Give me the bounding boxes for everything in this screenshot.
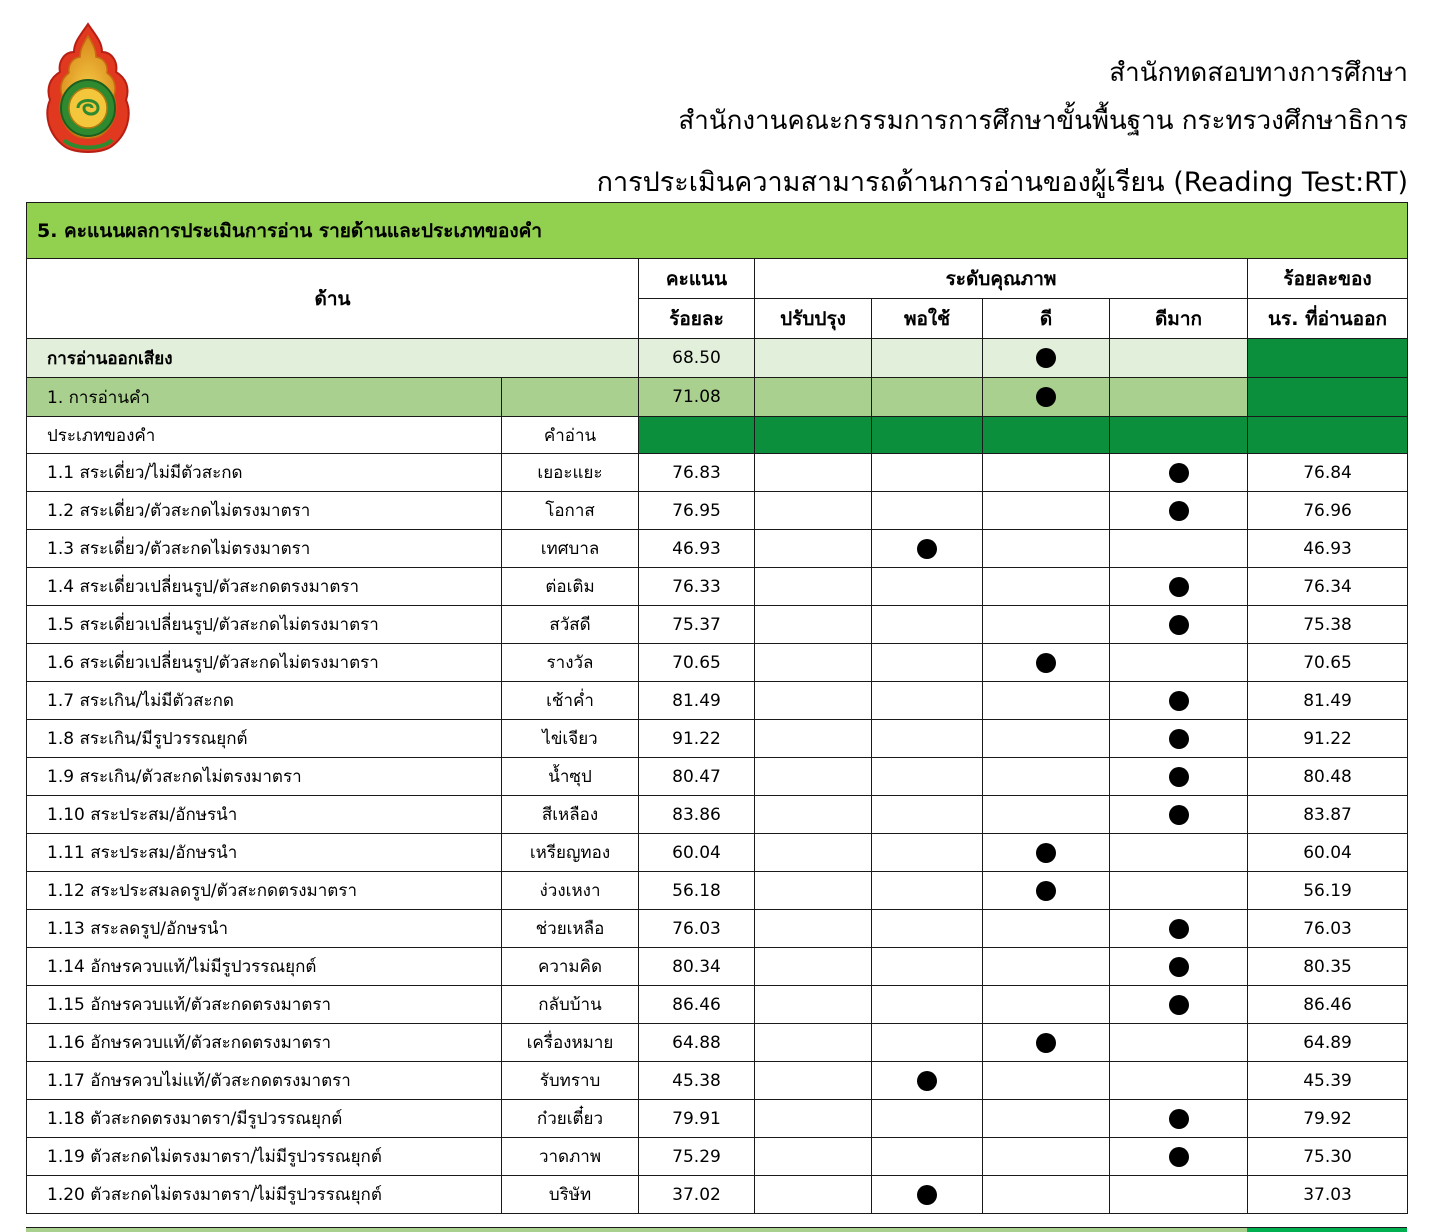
sample-word-cell: เครื่องหมาย (502, 1024, 639, 1062)
sample-word-cell: ก๋วยเตี๋ยว (502, 1100, 639, 1138)
filled-circle-icon (1036, 1033, 1056, 1053)
level-cell (983, 948, 1110, 986)
level-cell (983, 454, 1110, 492)
word-type-cell: 1.19 ตัวสะกดไม่ตรงมาตรา/ไม่มีรูปวรรณยุกต์ (27, 1138, 502, 1176)
next-row-strip (26, 1227, 1407, 1232)
reading-score-table (26, 202, 1408, 1214)
summary-reading-row (27, 339, 1408, 378)
word-type-cell: 1.10 สระประสม/อักษรนำ (27, 796, 502, 834)
table-row (27, 834, 1408, 872)
word-type-cell: 1.3 สระเดี่ยว/ตัวสะกดไม่ตรงมาตรา (27, 530, 502, 568)
score-cell: 46.93 (639, 530, 755, 568)
filled-circle-icon (1169, 463, 1189, 483)
level-cell (983, 606, 1110, 644)
commission-name: สำนักงานคณะกรรมการการศึกษาขั้นพื้นฐาน กระทรวงศึกษาธิการ (678, 106, 1408, 136)
pct-cell: 76.96 (1248, 492, 1408, 530)
level-cell (983, 644, 1110, 682)
pct-cell: 80.35 (1248, 948, 1408, 986)
level-cell (1110, 1100, 1248, 1138)
level-cell (872, 682, 983, 720)
level-cell (872, 1176, 983, 1214)
pct-cell: 70.65 (1248, 644, 1408, 682)
level-cell (755, 454, 872, 492)
table-row (27, 606, 1408, 644)
sample-word-cell: ไข่เจียว (502, 720, 639, 758)
level-cell (1110, 568, 1248, 606)
filled-circle-icon (1036, 843, 1056, 863)
col-pct-line2: นร. ที่อ่านออก (1248, 299, 1408, 339)
col-fair: พอใช้ (872, 299, 983, 339)
level-cell (1110, 758, 1248, 796)
level-cell (983, 568, 1110, 606)
level-cell (983, 910, 1110, 948)
score-cell: 64.88 (639, 1024, 755, 1062)
score-cell: 75.37 (639, 606, 755, 644)
score-cell: 56.18 (639, 872, 755, 910)
level-cell (983, 872, 1110, 910)
subheader-fill (983, 417, 1110, 454)
pct-cell: 83.87 (1248, 796, 1408, 834)
level-cell (983, 834, 1110, 872)
level-cell (872, 1138, 983, 1176)
filled-circle-icon (1169, 957, 1189, 977)
filled-circle-icon (1169, 1147, 1189, 1167)
summary-word-label: 1. การอ่านคำ (27, 378, 502, 417)
sample-word-cell: รางวัล (502, 644, 639, 682)
level-cell (1110, 910, 1248, 948)
table-row (27, 492, 1408, 530)
filled-circle-icon (1169, 729, 1189, 749)
summary-word-score: 71.08 (639, 378, 755, 417)
sample-word-cell: เยอะแยะ (502, 454, 639, 492)
word-type-cell: 1.13 สระลดรูป/อักษรนำ (27, 910, 502, 948)
level-cell (755, 530, 872, 568)
word-type-cell: 1.4 สระเดี่ยวเปลี่ยนรูป/ตัวสะกดตรงมาตรา (27, 568, 502, 606)
col-good: ดี (983, 299, 1110, 339)
pct-cell: 64.89 (1248, 1024, 1408, 1062)
level-cell (872, 530, 983, 568)
pct-cell: 86.46 (1248, 986, 1408, 1024)
filled-circle-icon (1036, 348, 1056, 368)
report-title: การประเมินความสามารถด้านการอ่านของผู้เรียน (Reading Test:RT) (596, 167, 1408, 198)
col-excellent: ดีมาก (1110, 299, 1248, 339)
level-cell (1110, 378, 1248, 417)
level-cell (755, 834, 872, 872)
score-cell: 76.03 (639, 910, 755, 948)
word-type-cell: 1.18 ตัวสะกดตรงมาตรา/มีรูปวรรณยุกต์ (27, 1100, 502, 1138)
pct-cell: 76.84 (1248, 454, 1408, 492)
score-cell: 45.38 (639, 1062, 755, 1100)
table-row (27, 1176, 1408, 1214)
level-cell (872, 492, 983, 530)
pct-cell: 81.49 (1248, 682, 1408, 720)
summary-reading-score: 68.50 (639, 339, 755, 378)
level-cell (983, 378, 1110, 417)
score-cell: 76.33 (639, 568, 755, 606)
pct-cell: 75.38 (1248, 606, 1408, 644)
score-cell: 70.65 (639, 644, 755, 682)
level-cell (983, 796, 1110, 834)
word-type-cell: 1.6 สระเดี่ยวเปลี่ยนรูป/ตัวสะกดไม่ตรงมาตรา (27, 644, 502, 682)
filled-circle-icon (1169, 577, 1189, 597)
level-cell (1110, 644, 1248, 682)
word-type-cell: 1.1 สระเดี่ยว/ไม่มีตัวสะกด (27, 454, 502, 492)
table-row (27, 948, 1408, 986)
sample-word-cell: ง่วงเหงา (502, 872, 639, 910)
level-cell (872, 378, 983, 417)
level-cell (872, 872, 983, 910)
section-title: 5. คะแนนผลการประเมินการอ่าน รายด้านและประเภทของคำ (27, 203, 1408, 259)
score-cell: 81.49 (639, 682, 755, 720)
score-cell: 75.29 (639, 1138, 755, 1176)
level-cell (983, 339, 1110, 378)
level-cell (755, 1100, 872, 1138)
level-cell (983, 986, 1110, 1024)
level-cell (1110, 796, 1248, 834)
word-type-cell: 1.17 อักษรควบไม่แท้/ตัวสะกดตรงมาตรา (27, 1062, 502, 1100)
filled-circle-icon (1169, 919, 1189, 939)
level-cell (872, 339, 983, 378)
level-cell (1110, 492, 1248, 530)
summary-word-row (27, 378, 1408, 417)
subheader-fill (639, 417, 755, 454)
level-cell (755, 492, 872, 530)
level-cell (983, 720, 1110, 758)
pct-cell: 76.03 (1248, 910, 1408, 948)
col-improve: ปรับปรุง (755, 299, 872, 339)
score-cell: 60.04 (639, 834, 755, 872)
sample-word-cell: บริษัท (502, 1176, 639, 1214)
subheader-fill (872, 417, 983, 454)
pct-cell: 60.04 (1248, 834, 1408, 872)
level-cell (755, 1062, 872, 1100)
score-cell: 86.46 (639, 986, 755, 1024)
subheader-row (27, 417, 1408, 454)
level-cell (755, 720, 872, 758)
level-cell (1110, 948, 1248, 986)
sample-word-cell: รับทราบ (502, 1062, 639, 1100)
word-type-cell: 1.2 สระเดี่ยว/ตัวสะกดไม่ตรงมาตรา (27, 492, 502, 530)
summary-reading-pct (1248, 339, 1408, 378)
level-cell (983, 1024, 1110, 1062)
filled-circle-icon (1036, 881, 1056, 901)
level-cell (755, 606, 872, 644)
table-row (27, 454, 1408, 492)
word-type-cell: 1.11 สระประสม/อักษรนำ (27, 834, 502, 872)
pct-cell: 91.22 (1248, 720, 1408, 758)
level-cell (755, 682, 872, 720)
pct-cell: 37.03 (1248, 1176, 1408, 1214)
summary-reading-label: การอ่านออกเสียง (27, 339, 639, 378)
subheader-fill (1248, 417, 1408, 454)
level-cell (983, 530, 1110, 568)
sample-word-cell: วาดภาพ (502, 1138, 639, 1176)
level-cell (1110, 606, 1248, 644)
pct-cell: 46.93 (1248, 530, 1408, 568)
level-cell (1110, 530, 1248, 568)
pct-cell: 79.92 (1248, 1100, 1408, 1138)
level-cell (872, 1100, 983, 1138)
word-type-cell: 1.14 อักษรควบแท้/ไม่มีรูปวรรณยุกต์ (27, 948, 502, 986)
sample-word-cell: ช่วยเหลือ (502, 910, 639, 948)
level-cell (872, 1062, 983, 1100)
sample-word-cell: เช้าค่ำ (502, 682, 639, 720)
filled-circle-icon (1169, 691, 1189, 711)
office-name: สำนักทดสอบทางการศึกษา (1109, 58, 1408, 88)
level-cell (872, 1024, 983, 1062)
level-cell (755, 910, 872, 948)
sample-word-cell: ต่อเติม (502, 568, 639, 606)
level-cell (1110, 1024, 1248, 1062)
level-cell (983, 682, 1110, 720)
filled-circle-icon (1169, 1109, 1189, 1129)
score-cell: 76.83 (639, 454, 755, 492)
col-aspect: ด้าน (27, 259, 639, 339)
level-cell (1110, 454, 1248, 492)
level-cell (755, 339, 872, 378)
filled-circle-icon (1169, 615, 1189, 635)
level-cell (983, 492, 1110, 530)
filled-circle-icon (1036, 387, 1056, 407)
level-cell (1110, 872, 1248, 910)
level-cell (1110, 1176, 1248, 1214)
level-cell (872, 796, 983, 834)
subheader-type: ประเภทของคำ (27, 417, 502, 454)
level-cell (872, 758, 983, 796)
pct-cell: 80.48 (1248, 758, 1408, 796)
pct-cell: 76.34 (1248, 568, 1408, 606)
table-row (27, 530, 1408, 568)
col-score-line2: ร้อยละ (639, 299, 755, 339)
level-cell (755, 378, 872, 417)
table-row (27, 910, 1408, 948)
table-row (27, 1138, 1408, 1176)
pct-cell: 56.19 (1248, 872, 1408, 910)
word-type-cell: 1.8 สระเกิน/มีรูปวรรณยุกต์ (27, 720, 502, 758)
filled-circle-icon (1169, 995, 1189, 1015)
table-row (27, 1100, 1408, 1138)
score-cell: 91.22 (639, 720, 755, 758)
sample-word-cell: เทศบาล (502, 530, 639, 568)
filled-circle-icon (1036, 653, 1056, 673)
level-cell (1110, 720, 1248, 758)
score-cell: 80.47 (639, 758, 755, 796)
level-cell (983, 1062, 1110, 1100)
table-row (27, 568, 1408, 606)
filled-circle-icon (1169, 767, 1189, 787)
sample-word-cell: น้ำซุป (502, 758, 639, 796)
level-cell (755, 986, 872, 1024)
col-score-line1: คะแนน (639, 259, 755, 299)
level-cell (983, 1138, 1110, 1176)
table-row (27, 986, 1408, 1024)
level-cell (755, 872, 872, 910)
score-cell: 76.95 (639, 492, 755, 530)
col-quality: ระดับคุณภาพ (755, 259, 1248, 299)
table-row (27, 720, 1408, 758)
table-row (27, 644, 1408, 682)
filled-circle-icon (1169, 805, 1189, 825)
level-cell (983, 1176, 1110, 1214)
level-cell (1110, 1062, 1248, 1100)
word-type-cell: 1.5 สระเดี่ยวเปลี่ยนรูป/ตัวสะกดไม่ตรงมาตรา (27, 606, 502, 644)
level-cell (755, 796, 872, 834)
level-cell (872, 948, 983, 986)
level-cell (755, 948, 872, 986)
sample-word-cell: สีเหลือง (502, 796, 639, 834)
level-cell (1110, 682, 1248, 720)
level-cell (755, 1024, 872, 1062)
table-row (27, 1024, 1408, 1062)
filled-circle-icon (917, 539, 937, 559)
table-row (27, 872, 1408, 910)
sample-word-cell: กลับบ้าน (502, 986, 639, 1024)
word-type-cell: 1.16 อักษรควบแท้/ตัวสะกดตรงมาตรา (27, 1024, 502, 1062)
subheader-word: คำอ่าน (502, 417, 639, 454)
score-cell: 37.02 (639, 1176, 755, 1214)
level-cell (872, 644, 983, 682)
level-cell (983, 758, 1110, 796)
filled-circle-icon (1169, 501, 1189, 521)
filled-circle-icon (917, 1185, 937, 1205)
score-cell: 83.86 (639, 796, 755, 834)
pct-cell: 75.30 (1248, 1138, 1408, 1176)
sample-word-cell: ความคิด (502, 948, 639, 986)
level-cell (1110, 1138, 1248, 1176)
level-cell (755, 758, 872, 796)
word-type-cell: 1.9 สระเกิน/ตัวสะกดไม่ตรงมาตรา (27, 758, 502, 796)
table-row (27, 682, 1408, 720)
col-pct-line1: ร้อยละของ (1248, 259, 1408, 299)
sample-word-cell: สวัสดี (502, 606, 639, 644)
level-cell (872, 834, 983, 872)
level-cell (1110, 986, 1248, 1024)
sample-word-cell: เหรียญทอง (502, 834, 639, 872)
level-cell (872, 986, 983, 1024)
summary-word-blank (502, 378, 639, 417)
level-cell (755, 644, 872, 682)
subheader-fill (755, 417, 872, 454)
score-cell: 80.34 (639, 948, 755, 986)
level-cell (1110, 834, 1248, 872)
subheader-fill (1110, 417, 1248, 454)
level-cell (872, 568, 983, 606)
level-cell (1110, 339, 1248, 378)
level-cell (872, 910, 983, 948)
level-cell (755, 1176, 872, 1214)
pct-cell: 45.39 (1248, 1062, 1408, 1100)
score-cell: 79.91 (639, 1100, 755, 1138)
table-row (27, 758, 1408, 796)
word-type-cell: 1.7 สระเกิน/ไม่มีตัวสะกด (27, 682, 502, 720)
table-row (27, 1062, 1408, 1100)
summary-word-pct (1248, 378, 1408, 417)
level-cell (872, 454, 983, 492)
table-row (27, 796, 1408, 834)
sample-word-cell: โอกาส (502, 492, 639, 530)
level-cell (983, 1100, 1110, 1138)
level-cell (755, 1138, 872, 1176)
word-type-cell: 1.12 สระประสมลดรูป/ตัวสะกดตรงมาตรา (27, 872, 502, 910)
level-cell (872, 606, 983, 644)
filled-circle-icon (917, 1071, 937, 1091)
word-type-cell: 1.20 ตัวสะกดไม่ตรงมาตรา/ไม่มีรูปวรรณยุกต์ (27, 1176, 502, 1214)
level-cell (755, 568, 872, 606)
obec-emblem-icon (40, 22, 136, 160)
word-type-cell: 1.15 อักษรควบแท้/ตัวสะกดตรงมาตรา (27, 986, 502, 1024)
level-cell (872, 720, 983, 758)
